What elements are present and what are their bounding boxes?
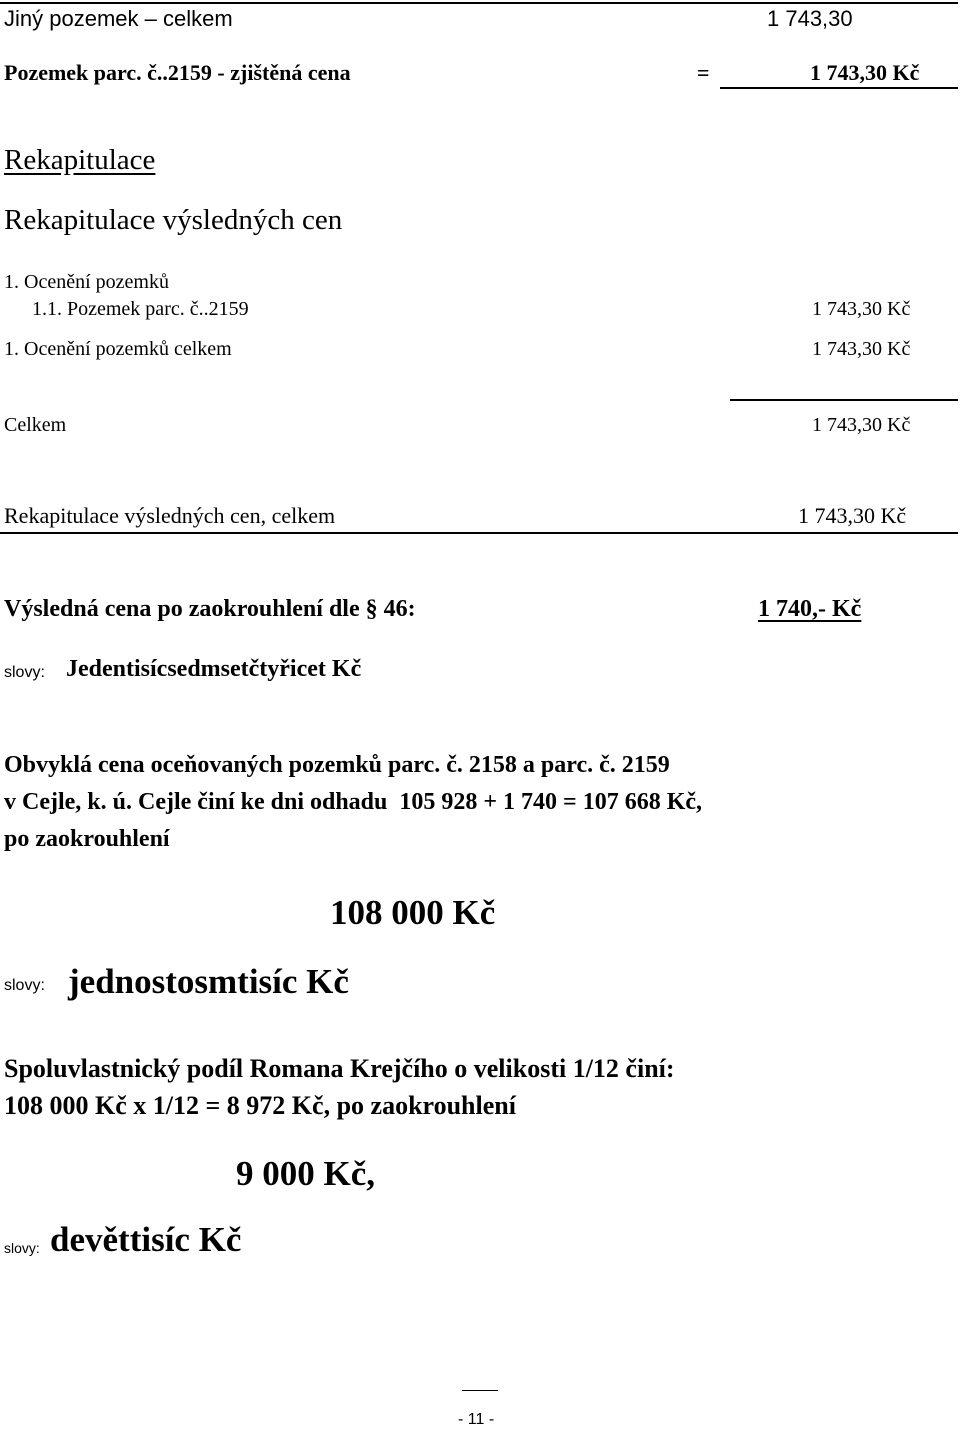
page-number: - 11 - [458,1411,495,1428]
share-line2: 108 000 Kč x 1/12 = 8 972 Kč, po zaokrouhlení [4,1091,516,1120]
rounded-price-words: Jedentisícsedmsetčtyřicet Kč [66,656,362,682]
usual-price-line2: v Cejle, k. ú. Cejle činí ke dni odhadu 105 928 + 1 740 = 107 668 Kč, [4,789,703,815]
recap-total-value: 1 743,30 Kč [812,414,911,436]
top-row-value: 1 743,30 [767,6,853,31]
recap-grand-label: Rekapitulace výsledných cen, celkem [4,503,336,528]
top-rule [0,2,958,4]
share-words-prefix: slovy: [4,1240,40,1256]
recap-section-total-value: 1 743,30 Kč [812,338,911,360]
recap-item-label: 1.1. Pozemek parc. č..2159 [32,298,249,320]
rounded-price-words-prefix: slovy: [4,664,45,681]
parcel-row-value: 1 743,30 Kč [810,60,920,85]
footer-rule [462,1390,498,1391]
usual-price-words-prefix: slovy: [4,977,45,994]
usual-price-value: 108 000 Kč [330,893,496,932]
recap-grand-value: 1 743,30 Kč [798,503,907,528]
rounded-price-label: Výsledná cena po zaokrouhlení dle § 46: [4,596,416,622]
recap-section-total-label: 1. Ocenění pozemků celkem [4,338,232,360]
share-words: devěttisíc Kč [50,1220,242,1259]
recap-heading: Rekapitulace [4,144,156,176]
parcel-row-underline [720,87,958,89]
share-line1: Spoluvlastnický podíl Romana Krejčího o velikosti 1/12 činí: [4,1054,675,1083]
recap-subheading: Rekapitulace výsledných cen [4,204,343,236]
share-value: 9 000 Kč, [236,1154,376,1193]
recap-total-label: Celkem [4,414,67,436]
recap-item-value: 1 743,30 Kč [812,298,911,320]
usual-price-line3: po zaokrouhlení [4,826,170,852]
recap-section-title: 1. Ocenění pozemků [4,271,169,293]
parcel-row-label: Pozemek parc. č..2159 - zjištěná cena [4,60,351,85]
usual-price-words: jednostosmtisíc Kč [68,962,349,1001]
recap-subtotal-rule [730,399,958,401]
usual-price-line1: Obvyklá cena oceňovaných pozemků parc. č. 2158 a parc. č. 2159 [4,752,670,778]
top-row-label: Jiný pozemek – celkem [4,6,233,31]
parcel-row-eq: = [697,60,710,85]
recap-grand-underline [0,532,958,534]
rounded-price-value: 1 740,- Kč [758,596,862,622]
